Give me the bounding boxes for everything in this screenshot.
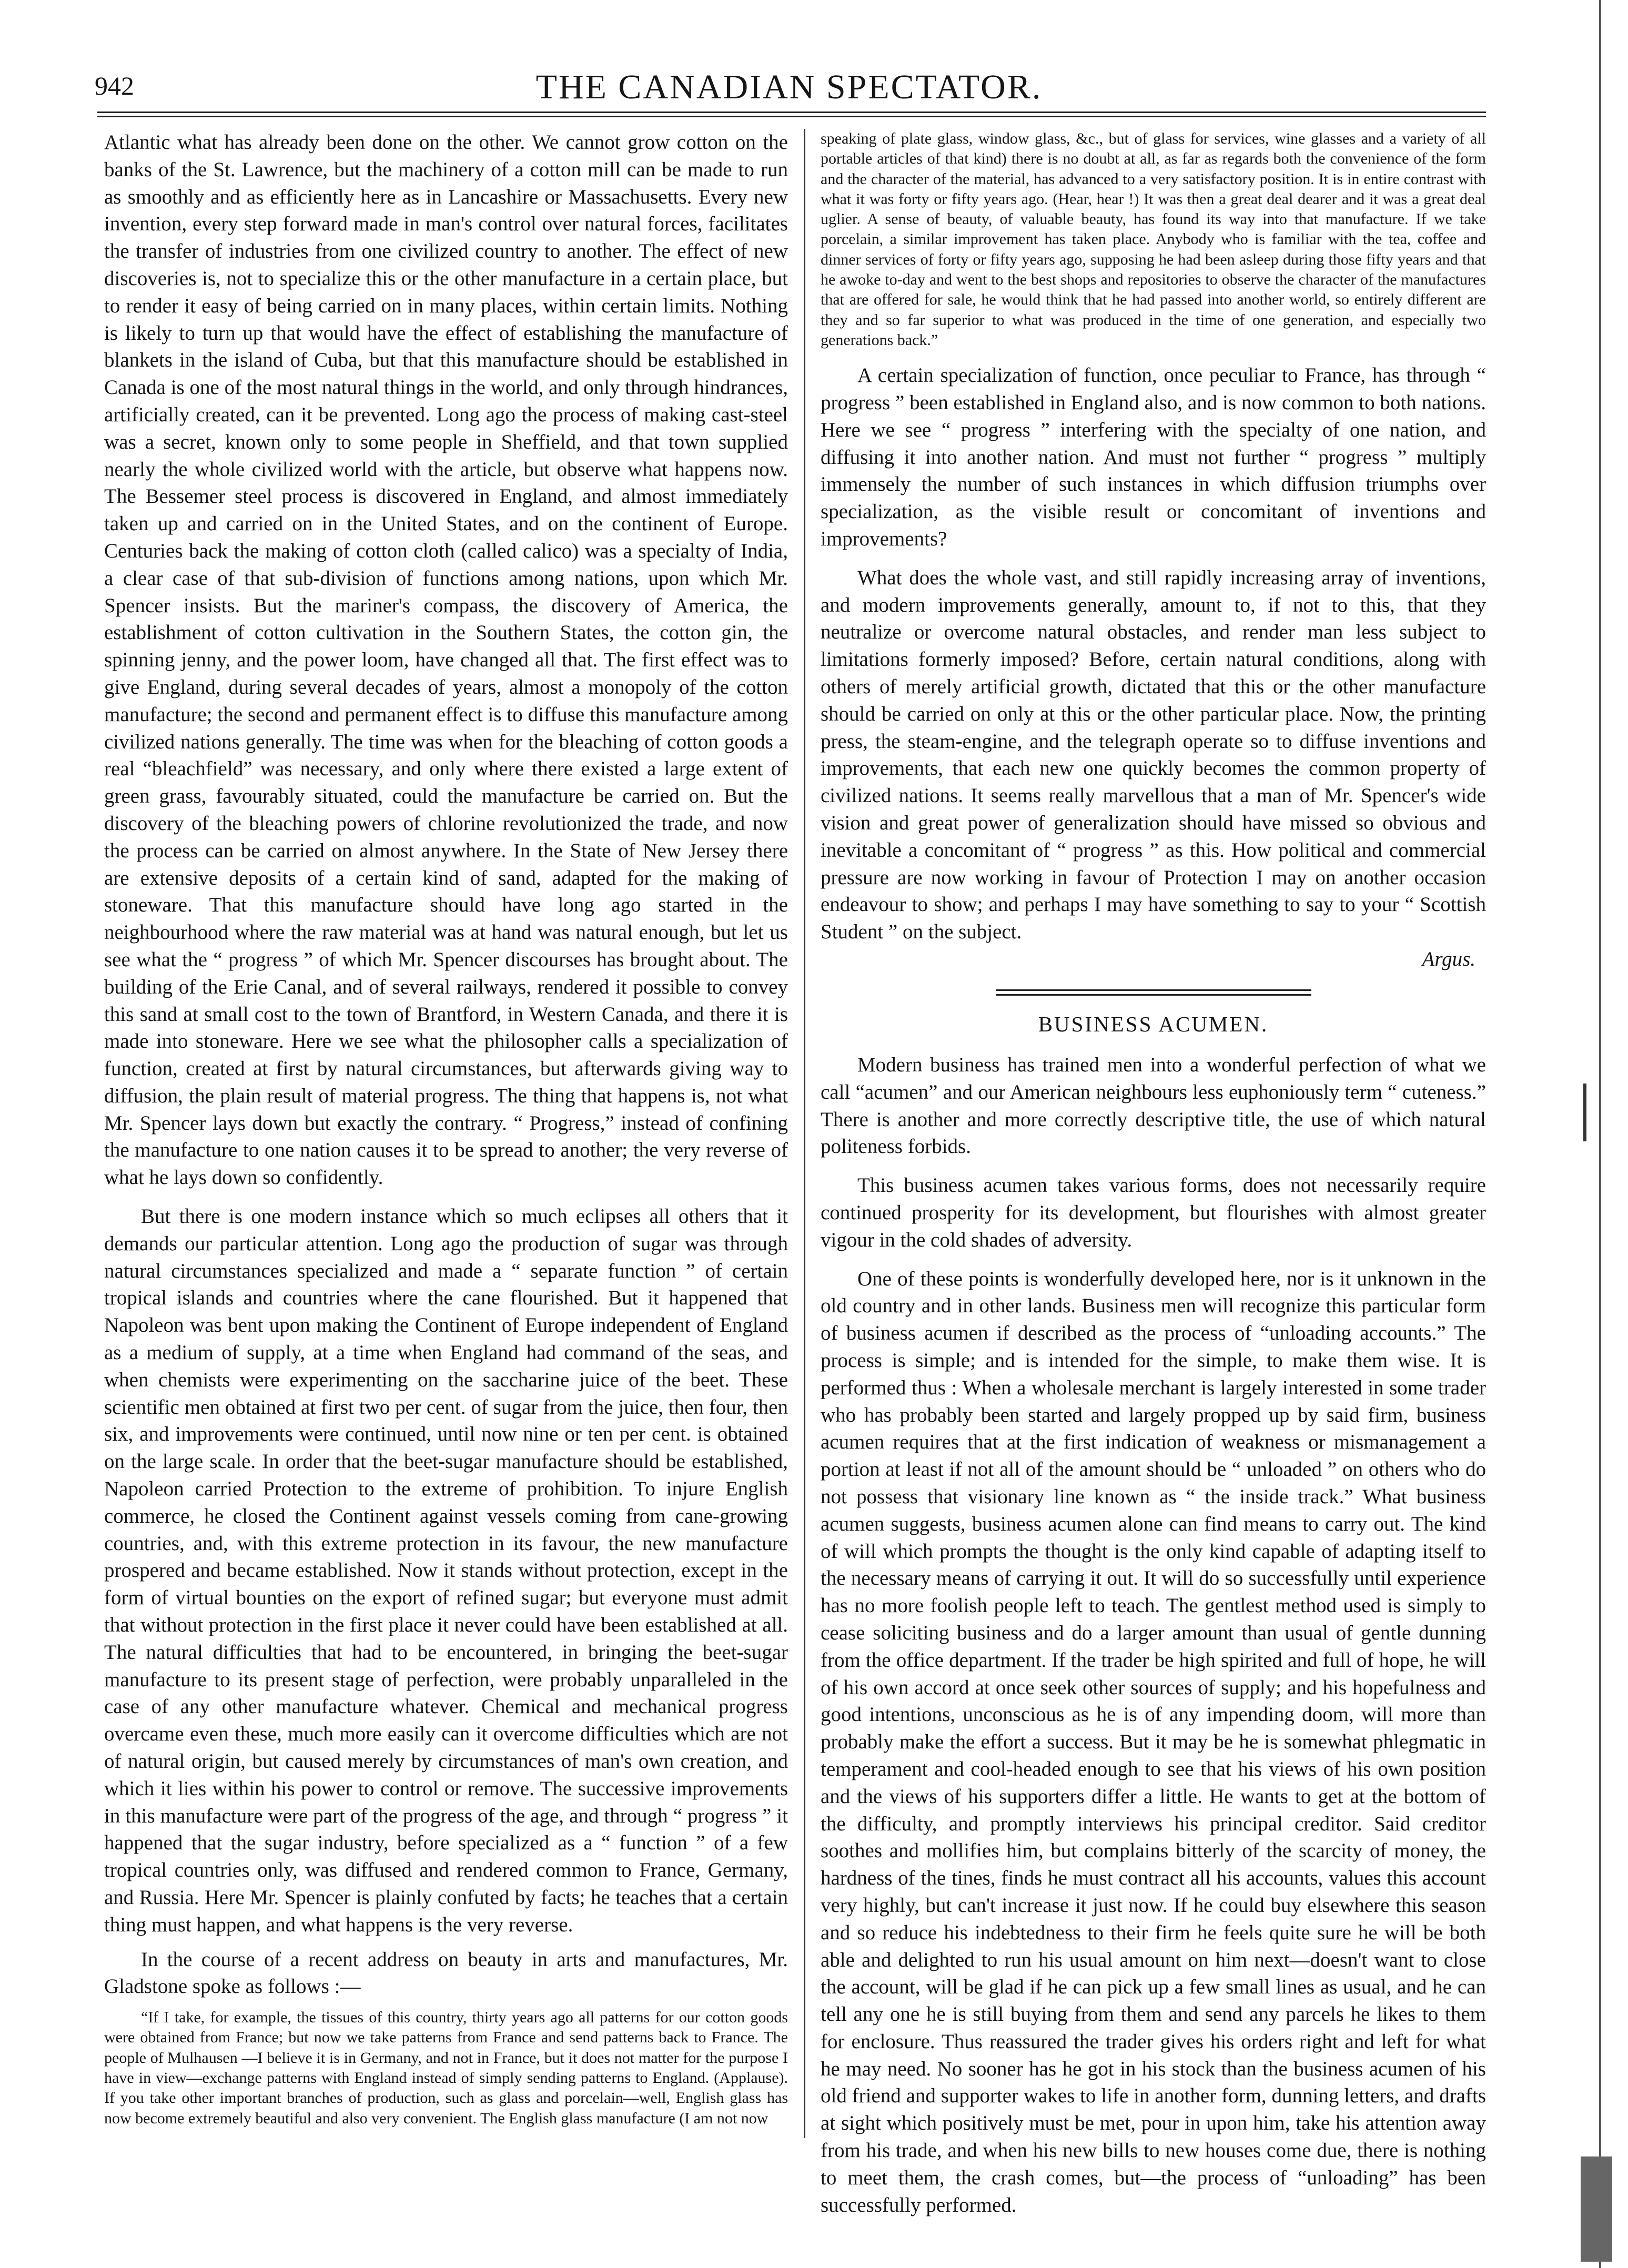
left-column (104, 129, 788, 2143)
gladstone-quote-continued: speaking of plate glass, window glass, &c., but of glass for services, wine glasses and a variety of all portable articles of that kind) there is no doubt at all, as far as regards both the convenience of the form and the character of the material, has advanced to a very satisfactory position. It is in entire contrast with what it was forty or fifty years ago. (Hear, hear !) It was then a great deal dearer and it was a great deal uglier. A sense of beauty, of valuable beauty, has found its way into that manufacture. If we take porcelain, a similar improvement has taken place. Anybody who is familiar with the tea, coffee and dinner services of forty or fifty years ago, supposing he had been asleep during those fifty years and that he awoke to-day and went to the best shops and repositories to observe the character of the manufactures that are offered for sale, he would think that he had passed into another world, so entirely different are they and so far superior to what was produced in the time of one generation, and especially two generations back.” (821, 130, 1486, 349)
section-title: BUSINESS ACUMEN. (1038, 1012, 1269, 1036)
scan-edge-mark (1583, 1084, 1586, 1141)
scan-edge-mark (1599, 0, 1601, 2268)
paragraph-inventions: What does the whole vast, and still rapidly increasing array of inventions, and modern improvements generally, amount to, if not to this, that they neutralize or overcome natural obstacles, and render man less subject to limitations formerly imposed? Before, certain natural conditions, along with others of merely artificial growth, dictated that this or the other manufacture should be carried on only at this or the other particular place. Now, the printing press, the steam-engine, and the telegraph operate so to diffuse inventions and improvements, that each new one quickly becomes the common property of civilized nations. It seems really marvellous that a man of Mr. Spencer's wide vision and great power of generalization should have missed so obvious and inevitable a concomitant of “ progress ” as this. How political and commercial pressure are now working in favour of Protection I may on another occasion endeavour to show; and perhaps I may have something to say to your “ Scottish Student ” on the subject. (821, 566, 1486, 944)
column-divider (804, 129, 805, 2138)
header-rule (97, 112, 1486, 117)
author-signature: Argus. (1422, 948, 1475, 970)
journal-title: THE CANADIAN SPECTATOR. (535, 68, 1043, 106)
paragraph-beet-sugar: But there is one modern instance which so much eclipses all others that it demands our particular attention. Long ago the production of sugar was through natural circumstances specialized and made a “ separate function ” of certain tropical islands and countries where the cane flourished. But it happened that Napoleon was bent upon making the Continent of Europe independent of England as a medium of supply, at a time when England had command of the seas, and when chemists were experimenting on the saccharine juice of the beet. These scientific men obtained at first two per cent. of sugar from the juice, then four, then six, and improvements were continued, until now nine or ten per cent. is obtained on the large scale. In order that the beet-sugar manufacture should be established, Napoleon carried Protection to the extreme of prohibition. To injure English commerce, he closed the Continent against vessels coming from cane-growing countries, and, with this extreme protection in its favour, the new manufacture prospered and became established. Now it stands without protection, except in the form of virtual bounties on the export of refined sugar; but everyone must admit that without protection in the first place it never could have been established at all. The natural difficulties that had to be encountered, in bringing the beet-sugar manufacture to its present stage of perfection, were probably unparalleled in the case of any other manufacture whatever. Chemical and mechanical progress overcame even these, much more easily can it overcome difficulties which are not of natural origin, but caused merely by circumstances of man's own creation, and which it lies within his power to control or remove. The successive improvements in this manufacture were part of the progress of the age, and through “ progress ” it happened that the sugar industry, before specialized as a “ function ” of a few tropical countries only, was diffused and rendered common to France, Germany, and Russia. Here Mr. Spencer is plainly confuted by facts; he teaches that a certain thing must happen, and what happens is the very reverse. (104, 1205, 788, 1936)
scan-edge-mark (1581, 2156, 1612, 2262)
page-header (89, 67, 1489, 109)
paragraph-acumen-forms: This business acumen takes various forms, does not necessarily require continued prosperity for its development, but flourishes with almost greater vigour in the cold shades of adversity. (821, 1174, 1486, 1251)
paragraph-unloading-accounts: One of these points is wonderfully developed here, nor is it unknown in the old country and in other lands. Business men will recognize this particular form of business acumen if described as the process of “unloading accounts.” The process is simple; and is intended for the simple, to make them wise. It is performed thus : When a wholesale merchant is largely interested in some trader who has probably been started and largely propped up by said firm, business acumen requires that at the first indication of weakness or mismanagement a portion at least if not all of the amount should be “ unloaded ” on others who do not possess that visionary line known as “ the inside track.” What business acumen suggests, business acumen alone can find means to carry out. The kind of will which prompts the thought is the only kind capable of adapting itself to the necessary means of carrying it out. It will do so successfully until experience has no more foolish people left to teach. The gentlest method used is simply to cease soliciting business and do a larger amount than usual of gentle dunning from the office department. If the trader be high spirited and full of hope, he will of his own accord at once seek other sources of supply; and his hopefulness and good intentions, unconscious as he is of any impending doom, will more than probably make the effort a success. But it may be he is somewhat phlegmatic in temperament and cool-headed enough to see that his views of his own position and the views of his supporters differ a little. He wants to get at the bottom of the difficulty, and promptly interviews his principal creditor. Said creditor soothes and mollifies him, but complains bitterly of the scarcity of money, the hardness of the tines, finds he must contract all his accounts, values this account very highly, but can't increase it just now. If he could buy elsewhere this season and so reduce his indebtedness to their firm he feels quite sure he will be both able and delighted to run his usual amount on him next—doesn't want to close the account, will be glad if he can pick up a few small lines as usual, and he can tell any one he is still buying from them and send any parcels he likes to them for enclosure. Thus reassured the trader gives his orders right and left for what he may need. No sooner has he got in his stock than the business acumen of his old friend and supporter wakes to life in another form, dunning letters, and drafts at sight which positively must be met, pour in upon him, take his attention away from his trade, and when his new bills to new houses come due, there is nothing to meet them, the crash comes, but—the process of “unloading” has been successfully performed. (821, 1267, 1486, 2216)
right-column (821, 129, 1486, 2216)
paragraph-cotton-manufacture: Atlantic what has already been done on the other. We cannot grow cotton on the banks of the St. Lawrence, but the machinery of a cotton mill can be made to run as smoothly and as efficiently here as in Lancashire or Massachusetts. Every new invention, every step forward made in man's control over natural forces, facilitates the transfer of industries from one civilized country to another. The effect of new discoveries is, not to specialize this or the other manufacture in a certain place, but to render it easy of being carried on in many places, within certain limits. Nothing is likely to turn up that would have the effect of establishing the manufacture of blankets in the island of Cuba, but that this manufacture should be established in Canada is one of the most natural things in the world, and only through hindrances, artificially created, can it be prevented. Long ago the process of making cast-steel was a secret, known only to some people in Sheffield, and that town supplied nearly the whole civilized world with the article, but observe what happens now. The Bessemer steel process is discovered in England, and almost immediately taken up and carried on in the United States, and on the continent of Europe. Centuries back the making of cotton cloth (called calico) was a specialty of India, a clear case of that sub-division of functions among nations, upon which Mr. Spencer insists. But the mariner's compass, the discovery of America, the establishment of cotton cultivation in the Southern States, the cotton gin, the spinning jenny, and the power loom, have changed all that. The first effect was to give England, during several decades of years, almost a monopoly of the cotton manufacture; the second and permanent effect is to diffuse this manufacture among civilized nations generally. The time was when for the bleaching of cotton goods a real “bleachfield” was necessary, and only where there existed a large extent of green grass, favourably situated, could the manufacture be carried on. But the discovery of the bleaching powers of chlorine revolutionized the trade, and now the process can be carried on almost anywhere. In the State of New Jersey there are extensive deposits of a certain kind of sand, adapted for the making of stoneware. That this manufacture should have long ago started in the neighbourhood where the raw material was at hand was natural enough, but let us see what the “ progress ” of which Mr. Spencer discourses has brought about. The building of the Erie Canal, and of several railways, rendered it possible to convey this sand at small cost to the town of Brantford, in Western Canada, and there it is made into stoneware. Here we see what the philosopher calls a specialization of function, created at first by natural circumstances, but afterwards giving way to diffusion, the plain result of material progress. The thing that happens is, not what Mr. Spencer lays down but exactly the contrary. “ Progress,” instead of confining the manufacture to one nation causes it to be spread to another; the very reverse of what he lays down so confidently. (104, 131, 788, 1189)
page-number: 942 (95, 71, 134, 100)
section-rule (996, 989, 1311, 996)
paragraph-specialization: A certain specialization of function, once peculiar to France, has through “ progress ” been established in England also, and is now common to both nations. Here we see “ progress ” interfering with the specialty of one nation, and diffusing it into another nation. And must not further “ progress ” multiply immensely the number of such instances in which diffusion triumphs over specialization, as the visible result or concomitant of inventions and improvements? (821, 364, 1486, 551)
paragraph-acumen-intro: Modern business has trained men into a wonderful perfection of what we call “acumen” and our American neighbours less euphoniously term “ cuteness.” There is another and more correctly descriptive title, the use of which natural politeness forbids. (821, 1054, 1486, 1158)
gladstone-quote: “If I take, for example, the tissues of this country, thirty years ago all patterns for our cotton goods were obtained from France; but now we take patterns from France and send patterns back to France. The people of Mulhausen —I believe it is in Germany, and not in France, but it does not matter for the purpose I have in view—exchange patterns with England instead of simply sending patterns to England. (Applause). If you take other important branches of production, such as glass and porcelain—well, English glass has now become extremely beautiful and also very convenient. The English glass manufacture (I am not now (104, 2009, 788, 2127)
paragraph-gladstone-intro: In the course of a recent address on beauty in arts and manufactures, Mr. Gladstone spoke as follows :— (104, 1948, 788, 1998)
